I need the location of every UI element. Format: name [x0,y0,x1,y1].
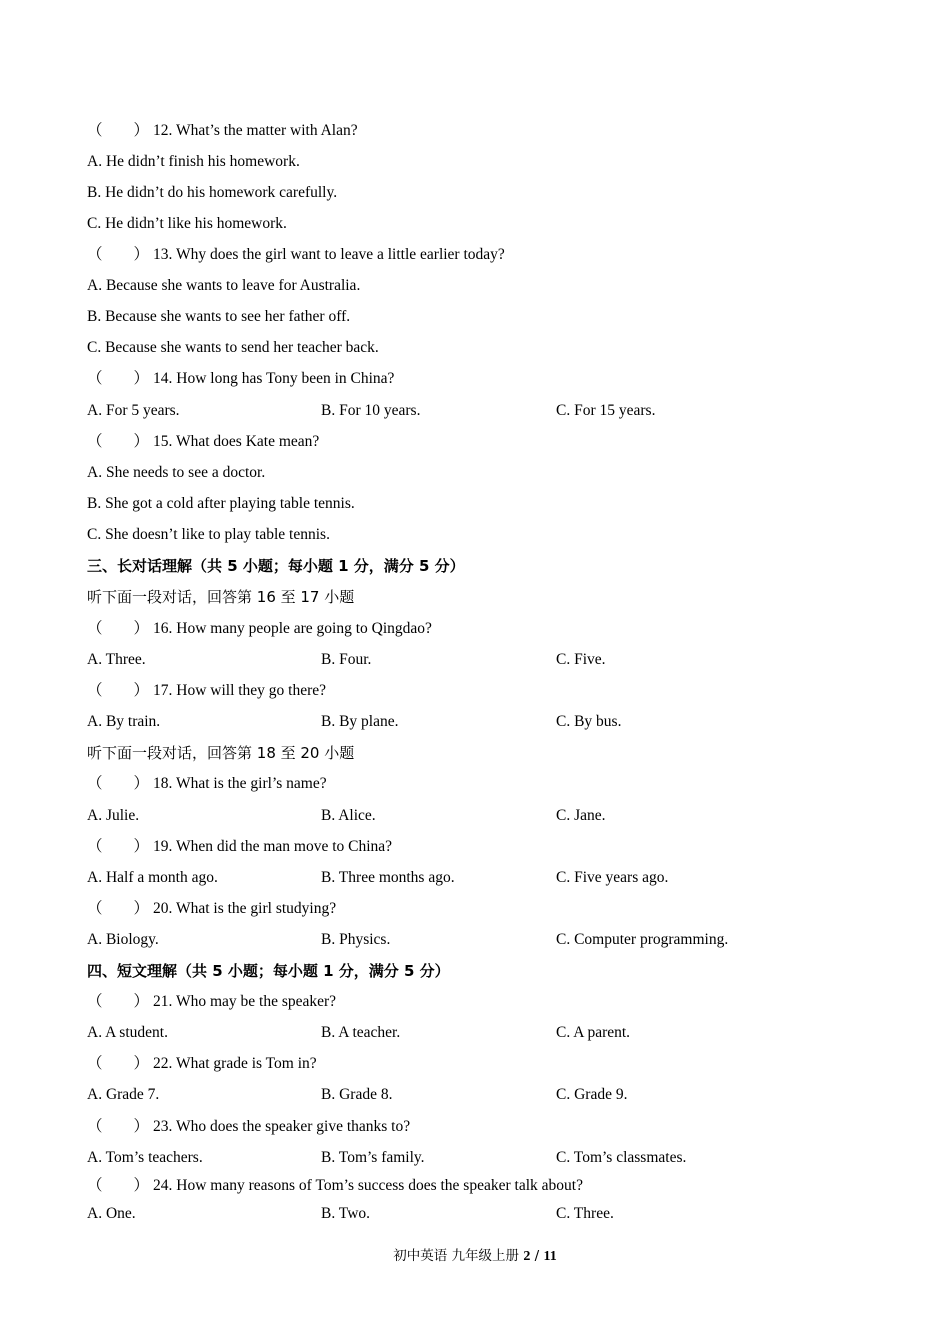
option-b: B. He didn’t do his homework carefully. [87,184,338,201]
option-b: B. Because she wants to see her father off. [87,308,351,325]
option-b: B. Grade 8. [321,1086,393,1103]
option-b: B. For 10 years. [321,402,421,419]
answer-blank[interactable]: （ ） [87,775,150,792]
question-18 [87,774,327,794]
option-c: C. By bus. [556,713,622,730]
option-c: C. A parent. [556,1024,631,1041]
option-a: A. Grade 7. [87,1086,160,1103]
question-text: 23. Who does the speaker give thanks to? [153,1118,411,1135]
section-instruction: 听下面一段对话，回答第 16 至 17 小题 [87,588,355,606]
option-c: C. Grade 9. [556,1086,628,1103]
section-heading-4: 四、短文理解（共 5 小题；每小题 1 分，满分 5 分） [87,962,450,980]
option-c: C. Tom’s classmates. [556,1149,687,1166]
option-c: C. Jane. [556,807,606,824]
option-a: A. By train. [87,713,161,730]
question-text: 12. What’s the matter with Alan? [153,122,358,139]
question-15 [87,432,319,452]
option-b: B. By plane. [321,713,399,730]
answer-blank[interactable]: （ ） [87,900,150,917]
option-b: B. Two. [321,1205,371,1222]
section-instruction: 听下面一段对话，回答第 18 至 20 小题 [87,744,355,762]
question-text: 13. Why does the girl want to leave a little earlier today? [153,246,505,263]
option-c: C. Five. [556,651,606,668]
question-text: 17. How will they go there? [153,682,327,699]
question-19 [87,837,392,857]
option-a: A. One. [87,1205,136,1222]
answer-blank[interactable]: （ ） [87,370,150,387]
answer-blank[interactable]: （ ） [87,1118,150,1135]
question-21 [87,992,336,1012]
question-text: 22. What grade is Tom in? [153,1055,317,1072]
page-total: 11 [543,1249,557,1264]
option-b: B. Four. [321,651,372,668]
question-text: 16. How many people are going to Qingdao? [153,620,432,637]
option-c: C. Computer programming. [556,931,729,948]
question-20 [87,899,336,919]
question-14 [87,369,394,389]
question-text: 14. How long has Tony been in China? [153,370,395,387]
option-a: A. Biology. [87,931,159,948]
question-13 [87,245,505,265]
question-text: 15. What does Kate mean? [153,433,320,450]
question-22 [87,1054,317,1074]
answer-blank[interactable]: （ ） [87,122,150,139]
section-heading-3: 三、长对话理解（共 5 小题；每小题 1 分，满分 5 分） [87,557,465,575]
question-23 [87,1117,410,1137]
question-text: 20. What is the girl studying? [153,900,337,917]
footer-label: 初中英语 九年级上册 [393,1248,524,1264]
option-a: A. Tom’s teachers. [87,1149,203,1166]
option-b: B. Tom’s family. [321,1149,425,1166]
answer-blank[interactable]: （ ） [87,838,150,855]
option-c: C. He didn’t like his homework. [87,215,287,232]
page-separator: / [530,1248,544,1264]
page-number: 2 [523,1249,531,1264]
answer-blank[interactable]: （ ） [87,682,150,699]
page-footer [0,1246,950,1267]
answer-blank[interactable]: （ ） [87,246,150,263]
option-a: A. A student. [87,1024,168,1041]
question-24 [87,1176,583,1196]
option-b: B. Alice. [321,807,376,824]
question-17 [87,681,326,701]
option-b: B. Three months ago. [321,869,455,886]
option-c: C. Three. [556,1205,614,1222]
question-text: 24. How many reasons of Tom’s success does the speaker talk about? [153,1177,583,1194]
answer-blank[interactable]: （ ） [87,1055,150,1072]
option-b: B. A teacher. [321,1024,401,1041]
question-12 [87,121,358,141]
option-c: C. She doesn’t like to play table tennis. [87,526,330,543]
option-a: A. Because she wants to leave for Australia. [87,277,361,294]
option-c: C. Because she wants to send her teacher back. [87,339,379,356]
option-c: C. For 15 years. [556,402,656,419]
option-a: A. She needs to see a doctor. [87,464,266,481]
question-text: 18. What is the girl’s name? [153,775,327,792]
option-a: A. Three. [87,651,146,668]
question-text: 19. When did the man move to China? [153,838,393,855]
option-c: C. Five years ago. [556,869,669,886]
option-a: A. He didn’t finish his homework. [87,153,300,170]
option-a: A. For 5 years. [87,402,180,419]
answer-blank[interactable]: （ ） [87,993,150,1010]
question-text: 21. Who may be the speaker? [153,993,337,1010]
option-a: A. Julie. [87,807,140,824]
answer-blank[interactable]: （ ） [87,1177,150,1194]
option-b: B. Physics. [321,931,391,948]
option-b: B. She got a cold after playing table tennis. [87,495,355,512]
option-a: A. Half a month ago. [87,869,218,886]
answer-blank[interactable]: （ ） [87,620,150,637]
answer-blank[interactable]: （ ） [87,433,150,450]
question-16 [87,619,432,639]
